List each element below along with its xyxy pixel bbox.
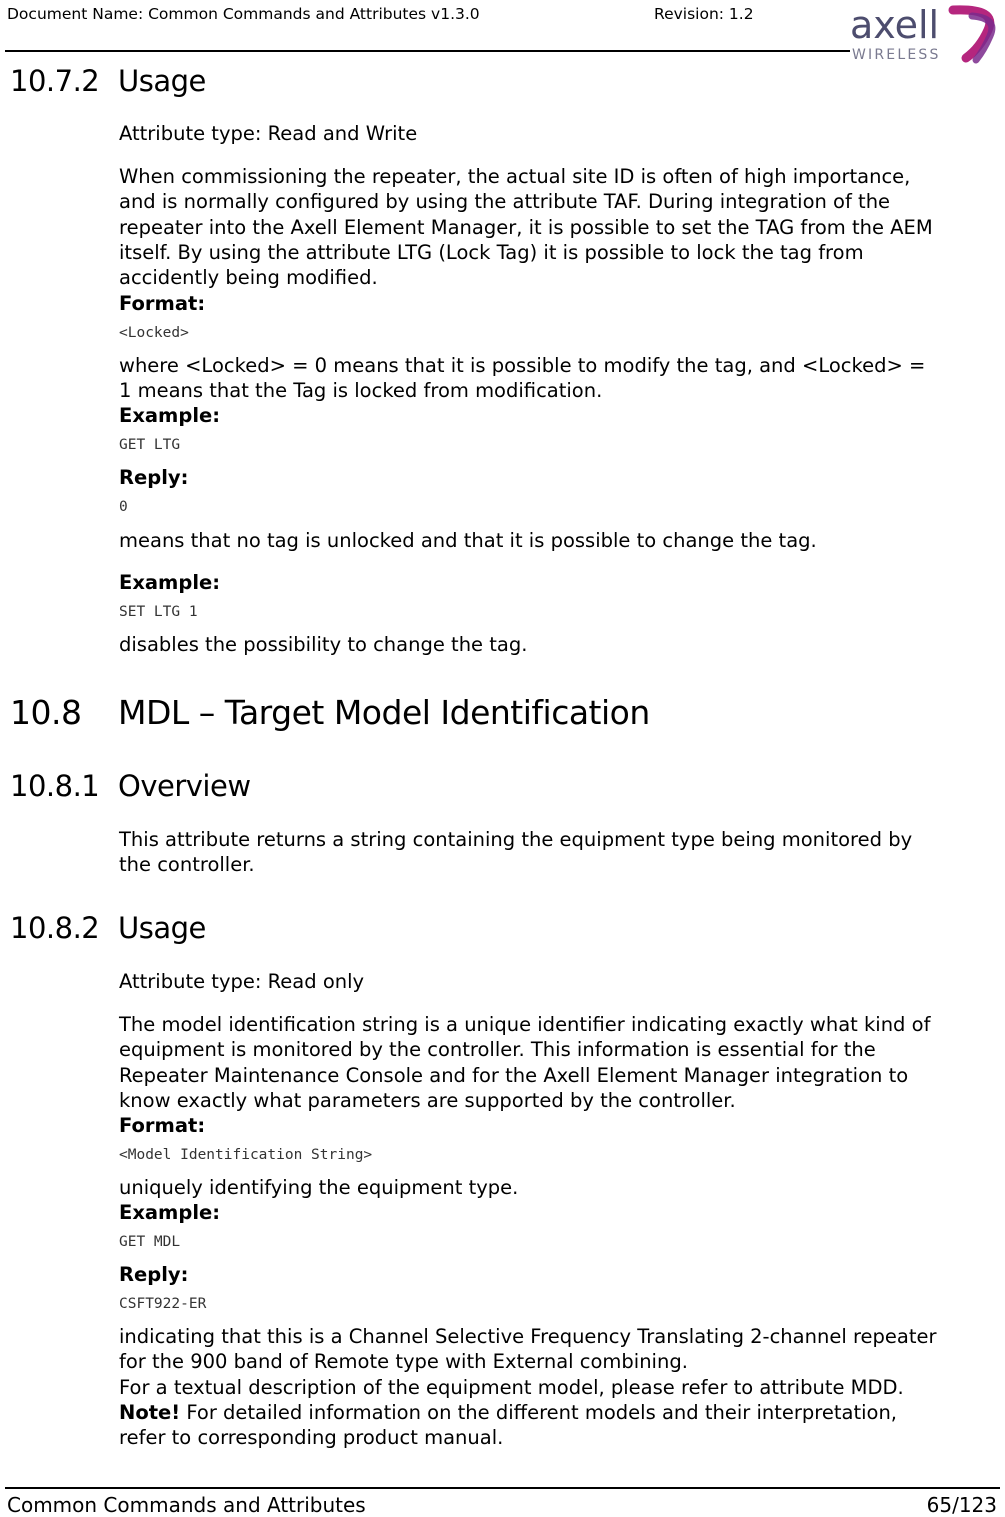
format-label: Format: [119,292,206,315]
section-title: Usage [118,64,206,98]
reply-label: Reply: [119,466,189,489]
text-line: For a textual description of the equipment model, please refer to attribute MDD. [119,1375,904,1399]
heading-10-7-2 [10,64,206,98]
reply-description: means that no tag is unlocked and that it is possible to change the tag. [119,529,817,552]
logo-wordmark: axell [850,3,940,47]
text-line: refer to corresponding product manual. [119,1426,504,1450]
example-code: GET LTG [119,437,181,453]
attribute-type: Attribute type: Read only [119,970,365,993]
reply-description [119,1324,999,1450]
text-line: indicating that this is a Channel Selective Frequency Translating 2-channel repeater [119,1325,937,1348]
text-line: The model identification string is a unique identifier indicating exactly what kind of [119,1013,931,1036]
text-line: equipment is monitored by the controller. This information is essential for the [119,1038,876,1062]
text-line: know exactly what parameters are supported by the controller. [119,1088,736,1112]
text-line: accidently being modified. [119,266,378,290]
footer-divider [5,1487,1000,1489]
example-label: Example: [119,404,221,427]
example-label: Example: [119,1201,221,1224]
paragraph-where [119,353,999,404]
text-line: for the 900 band of Remote type with External combining. [119,1350,688,1374]
format-code: <Locked> [119,325,189,341]
text-line: repeater into the Axell Element Manager, it is possible to set the TAG from the AEM [119,215,933,239]
page-number: 65/123 [926,1493,997,1517]
text-line: 1 means that the Tag is locked from modification. [119,379,603,403]
note-text: For detailed information on the different models and their interpretation, [180,1400,898,1424]
paragraph-model-id [119,1012,999,1113]
example-label: Example: [119,571,221,594]
section-number: 10.7.2 [10,64,100,98]
paragraph-overview [119,827,999,878]
example-code: SET LTG 1 [119,604,198,620]
section-title: MDL – Target Model Identification [118,693,650,732]
revision: Revision: 1.2 [654,5,754,23]
text-line: Repeater Maintenance Console and for the Axell Element Manager integration to [119,1063,909,1087]
footer-title: Common Commands and Attributes [7,1493,366,1517]
text-line: When commissioning the repeater, the actual site ID is often of high importance, [119,165,911,188]
format-code: <Model Identification String> [119,1147,373,1163]
paragraph-commissioning [119,164,999,290]
example-description: disables the possibility to change the tag. [119,633,528,656]
text-line: and is normally configured by using the attribute TAF. During integration of the [119,190,891,214]
heading-10-8-2 [10,911,206,945]
note-label: Note! [119,1400,181,1424]
reply-code: CSFT922-ER [119,1296,207,1312]
note-line [119,1400,999,1425]
document-name: Document Name: Common Commands and Attributes v1.3.0 [7,5,480,23]
format-label: Format: [119,1114,206,1137]
text-line: where <Locked> = 0 means that it is possible to modify the tag, and <Locked> = [119,354,926,377]
text-line: the controller. [119,853,255,877]
text-line: itself. By using the attribute LTG (Lock Tag) it is possible to lock the tag from [119,240,864,264]
logo-subtext: WIRELESS [852,47,941,63]
heading-10-8-1 [10,769,251,803]
section-title: Overview [118,769,251,803]
section-title: Usage [118,911,206,945]
reply-label: Reply: [119,1263,189,1286]
header-divider [5,50,850,52]
example-code: GET MDL [119,1234,181,1250]
format-description: uniquely identifying the equipment type. [119,1176,519,1199]
section-number: 10.8.2 [10,911,100,945]
section-number: 10.8 [10,693,82,732]
heading-10-8 [10,693,650,732]
section-number: 10.8.1 [10,769,100,803]
text-line: This attribute returns a string containing the equipment type being monitored by [119,828,913,851]
reply-code: 0 [119,499,128,515]
attribute-type: Attribute type: Read and Write [119,122,418,145]
axell-wireless-logo [848,0,1005,66]
